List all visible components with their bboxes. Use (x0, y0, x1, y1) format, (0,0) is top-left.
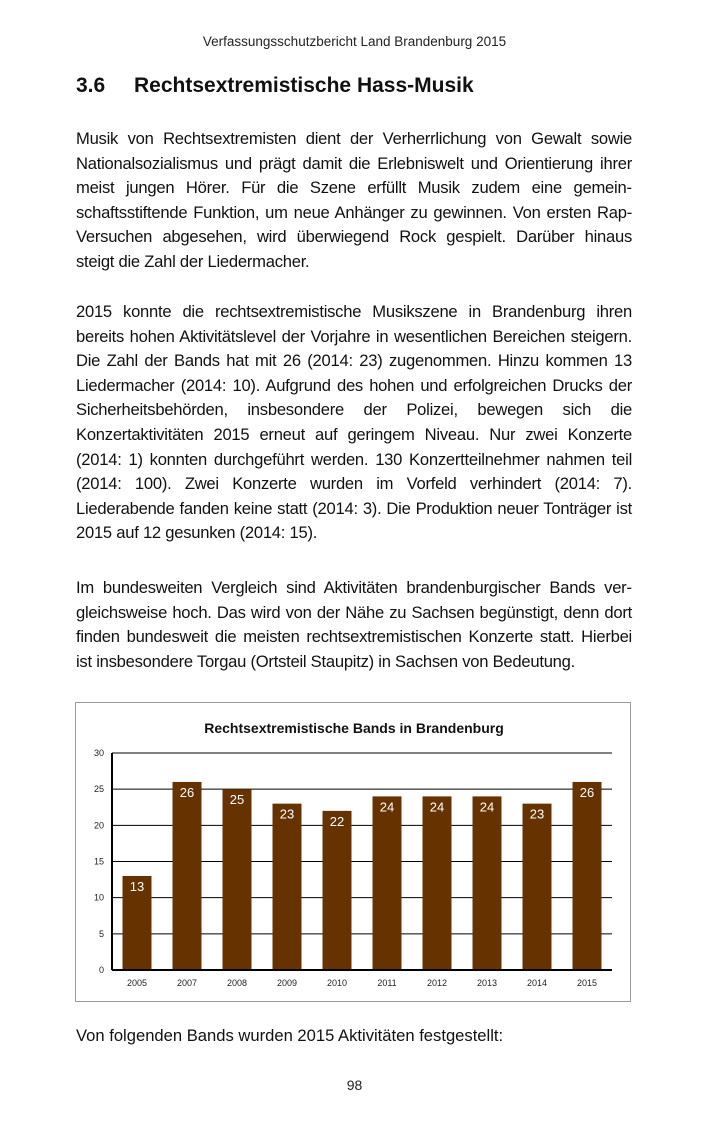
bands-chart (75, 702, 631, 1002)
x-tick-label: 2012 (426, 978, 448, 988)
page-number: 98 (346, 1077, 363, 1093)
y-tick-label: 15 (93, 856, 104, 867)
y-tick-label: 20 (93, 820, 104, 831)
x-tick-label: 2014 (526, 978, 548, 988)
x-tick-label: 2010 (326, 978, 348, 988)
y-tick-label: 0 (98, 965, 104, 975)
data-label: 24 (429, 799, 445, 815)
data-label: 26 (179, 784, 195, 800)
x-tick-label: 2013 (476, 978, 498, 988)
x-tick-label: 2007 (176, 978, 198, 988)
paragraph-statistics: 2015 konnte die rechtsextremistische Musikszene in Brandenburg ihren bereits hohen Aktivitätslevel der Vorjahre in wesentlichen Bereichen steigern. Die Zahl der Bands hat mit 26 (2014: 23) zugenommen. Hinzu kommen 13 Liedermacher (2014: 10). Aufgrund des hohen und erfolgreichen Drucks der Sicherheitsbehörden, insbesondere der Polizei, bewegen sich die Konzertaktivitäten 2015 erneut auf geringem Niveau. Nur zwei Konzerte (2014: 1) konnten durchgeführt werden. 130 Konzertteilnehmer nahmen teil (2014: 100). Zwei Konzerte wurden im Vorfeld verhindert (2014: 7). Liederabende fanden keine statt (2014: 3). Die Produktion neuer Tonträger ist 2015 auf 12 gesunken (2014: 15). (76, 302, 632, 543)
data-label: 25 (229, 792, 245, 808)
data-label: 26 (579, 784, 595, 800)
bar-2015 (573, 782, 602, 970)
section-title: Rechtsextremistische Hass-Musik (134, 74, 474, 97)
bar-2008 (223, 789, 252, 970)
x-tick-label: 2008 (226, 978, 248, 988)
bar-2011 (373, 796, 402, 970)
running-header: Verfassungsschutzbericht Land Brandenburg 2015 (202, 34, 507, 49)
data-label: 23 (279, 806, 295, 822)
band-list-intro: Von folgenden Bands wurden 2015 Aktivitäten festgestellt: (76, 1026, 504, 1045)
bar-2007 (173, 782, 202, 970)
x-tick-label: 2009 (276, 978, 298, 988)
bar-2009 (273, 804, 302, 970)
data-label: 22 (329, 813, 345, 829)
bar-2010 (323, 811, 352, 970)
chart-title: Rechtsextremistische Bands in Brandenburg (204, 720, 504, 736)
x-tick-label: 2015 (576, 978, 598, 988)
y-tick-label: 5 (98, 928, 104, 939)
paragraph-comparison: Im bundesweiten Vergleich sind Aktivitäten brandenburgischer Bands vergleichsweise hoch. Das wird von der Nähe zu Sachsen begünstigt, denn dort finden bundesweit die meisten rechtsextremistischen Konzerte statt. Hierbei ist insbesondere Torgau (Ortsteil Staupitz) in Sachsen von Bedeutung. (76, 578, 632, 671)
section-heading (76, 74, 474, 98)
y-tick-label: 30 (93, 748, 104, 758)
x-tick-label: 2005 (126, 978, 148, 988)
data-label: 13 (129, 878, 145, 894)
bands-chart-svg (76, 703, 632, 1003)
bar-2014 (523, 804, 552, 970)
y-tick-label: 25 (93, 784, 104, 795)
x-tick-label: 2011 (377, 978, 397, 988)
paragraph-intro: Musik von Rechtsextremisten dient der Verherrlichung von Gewalt sowie Nationalsozialismus und prägt damit die Erlebniswelt und Orientierung ihrer meist jungen Hörer. Für die Szene erfüllt Musik zudem eine gemeinschaftsstiftende Funktion, um neue Anhänger zu gewinnen. Von ersten Rap-Versuchen abgesehen, wird überwiegend Rock gespielt. Darüber hinaus steigt die Zahl der Liedermacher. (76, 129, 632, 271)
data-label: 24 (379, 799, 395, 815)
data-label: 24 (479, 799, 495, 815)
bar-2013 (473, 796, 502, 970)
section-number: 3.6 (76, 74, 106, 97)
y-tick-label: 10 (93, 892, 104, 903)
bar-2012 (423, 796, 452, 970)
data-label: 23 (529, 806, 545, 822)
